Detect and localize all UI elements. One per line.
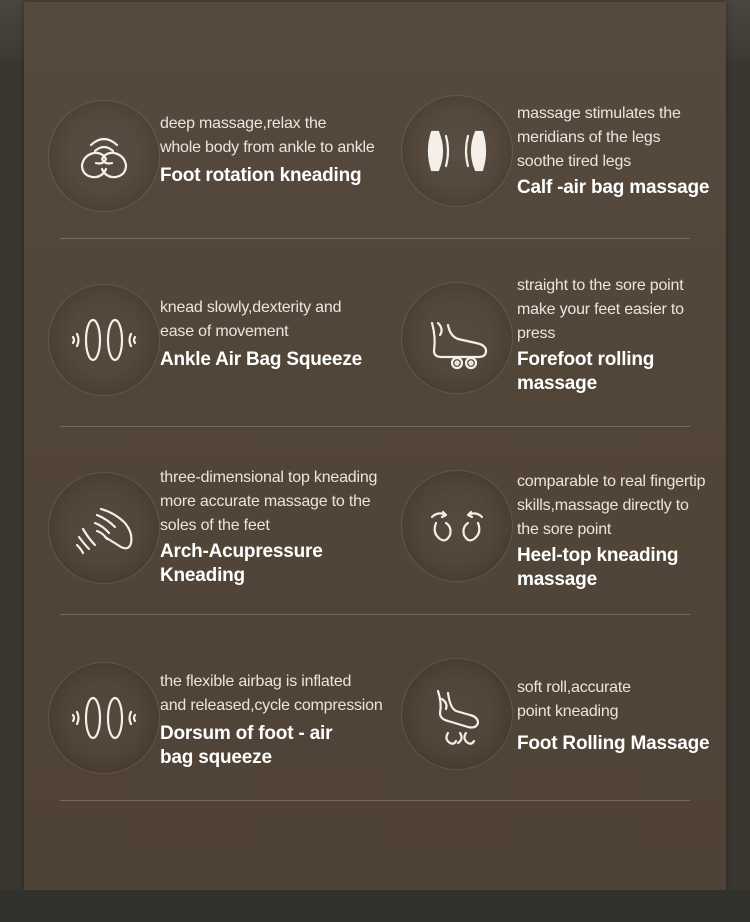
feature-title: Heel-top kneading massage (517, 545, 679, 590)
foot-roll-icon (401, 658, 513, 770)
feature-description: deep massage,relax the whole body from ankle to ankle (160, 115, 375, 156)
feature-description: comparable to real fingertip skills,massage directly to the sore point (517, 473, 706, 538)
feature-description: the flexible airbag is inflated and released,cycle compression (160, 673, 383, 714)
section-divider (60, 800, 690, 801)
feature-description: massage stimulates the meridians of the legs soothe tired legs (517, 105, 681, 170)
feature-title: Foot rotation kneading (160, 165, 362, 186)
foot-rollers-icon (401, 282, 513, 394)
feature-title: Calf -air bag massage (517, 177, 710, 198)
airbag-squeeze-icon (48, 662, 160, 774)
feature-description: straight to the sore point make your feet easier to press (517, 277, 684, 342)
heel-kneading-icon (401, 470, 513, 582)
hand-press-icon (48, 472, 160, 584)
calf-airbag-icon (401, 95, 513, 207)
feature-title: Forefoot rolling massage (517, 349, 655, 394)
feature-title: Dorsum of foot - air bag squeeze (160, 723, 333, 768)
hands-kneading-icon (48, 100, 160, 212)
section-divider (60, 614, 690, 615)
feature-description: three-dimensional top kneading more accurate massage to the soles of the feet (160, 469, 378, 534)
feature-title: Foot Rolling Massage (517, 733, 710, 754)
section-divider (60, 426, 690, 427)
feature-description: soft roll,accurate point kneading (517, 679, 631, 720)
airbag-squeeze-icon (48, 284, 160, 396)
features-panel (24, 2, 726, 890)
feature-description: knead slowly,dexterity and ease of movement (160, 299, 342, 340)
bottom-background-bar (0, 890, 750, 922)
feature-title: Ankle Air Bag Squeeze (160, 349, 363, 370)
section-divider (60, 238, 690, 239)
feature-title: Arch-Acupressure Kneading (160, 541, 323, 586)
